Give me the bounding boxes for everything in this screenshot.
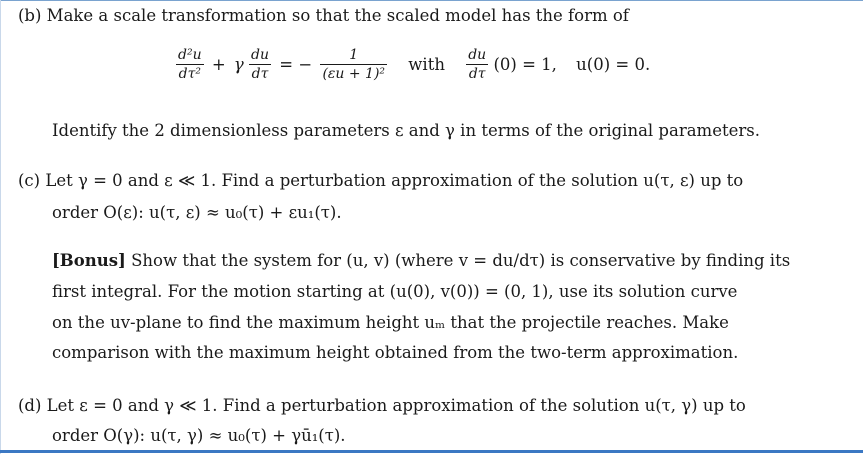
part-c-line2: order O(ε): u(τ, ε) ≈ u₀(τ) + εu₁(τ). [52,203,342,222]
left-border [0,0,1,454]
part-b-intro: (b) Make a scale transformation so that the scaled model has the form of [18,6,629,25]
fraction-rhs: $\frac{1}{\text{(εu + 1)²}}$ [322,47,386,82]
bonus-tag: [Bonus] [52,251,126,270]
part-d-line2: order O(γ): u(τ, γ) ≈ u₀(τ) + γū₁(τ). [52,426,346,445]
top-border [0,0,863,1]
scaled-model-equation: $\frac{\text{d²u}}{\text{dτ²}}$ + γ $\frac{du}{d\tau}$ = − $\frac{1}{\text{(εu + 1)²}}$ with $\frac{du}{d\tau}$ (0) = 1, u(0) = 0. [178,47,651,82]
bonus-line4: comparison with the maximum height obtained from the two-term approximation. [52,343,739,362]
bonus-line1: [Bonus] Show that the system for (u, v) (where v = du/dτ) is conservative by finding its [52,251,791,270]
fraction-du-dtau-ic: $\frac{du}{d\tau}$ [468,47,487,82]
fraction-d2u-dtau2: $\frac{\text{d²u}}{\text{dτ²}}$ [178,47,202,82]
part-c-line1: (c) Let γ = 0 and ε ≪ 1. Find a perturbation approximation of the solution u(τ, ε) up to [18,171,744,190]
with-label: with [408,55,445,74]
bonus-line2: first integral. For the motion starting at (u(0), v(0)) = (0, 1), use its solution curve [52,282,738,301]
fraction-du-dtau: $\frac{du}{d\tau}$ [251,47,270,82]
bottom-border [0,450,863,453]
part-d-line1: (d) Let ε = 0 and γ ≪ 1. Find a perturbation approximation of the solution u(τ, γ) up to [18,396,746,415]
bonus-line3: on the uv-plane to find the maximum height uₘ that the projectile reaches. Make [52,313,729,332]
part-b-identify: Identify the 2 dimensionless parameters ε and γ in terms of the original parameters. [52,121,760,140]
